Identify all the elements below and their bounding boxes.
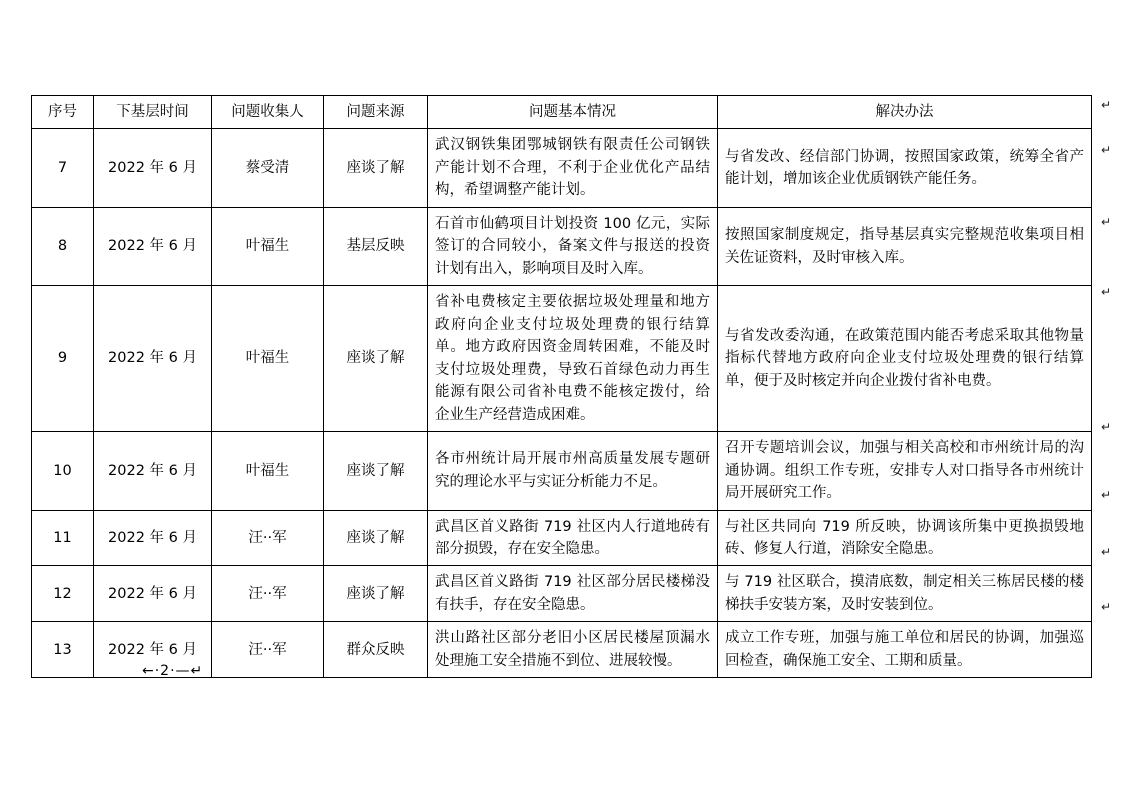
issues-table — [31, 95, 1092, 678]
cell-description: 武昌区首义路街 719 社区部分居民楼梯没有扶手，存在安全隐患。 — [428, 566, 718, 622]
table-body — [32, 129, 1092, 678]
cell-source: 座谈了解 — [324, 129, 428, 207]
paragraph-mark: ↵ — [1100, 545, 1111, 559]
cell-seq: 7 — [32, 129, 94, 207]
cell-time: 2022 年 6 月 — [94, 207, 212, 285]
cell-collector: 叶福生 — [212, 286, 324, 432]
cell-description: 省补电费核定主要依据垃圾处理量和地方政府向企业支付垃圾处理费的银行结算单。地方政府因资金周转困难，不能及时支付垃圾处理费，导致石首绿色动力再生能源有限公司省补电费不能核定拨付，给企业生产经营造成困难。 — [428, 286, 718, 432]
cell-collector: 叶福生 — [212, 432, 324, 510]
cell-collector: 蔡受清 — [212, 129, 324, 207]
cell-time: 2022 年 6 月 — [94, 566, 212, 622]
paragraph-mark: ↵ — [1100, 488, 1111, 502]
table-row — [32, 129, 1092, 207]
cell-collector: 汪··军 — [212, 566, 324, 622]
table-header — [32, 96, 1092, 129]
cell-solution: 按照国家制度规定，指导基层真实完整规范收集项目相关佐证资料，及时审核入库。 — [718, 207, 1092, 285]
table-row — [32, 510, 1092, 566]
cell-seq: 13 — [32, 622, 94, 678]
cell-source: 基层反映 — [324, 207, 428, 285]
cell-description: 石首市仙鹤项目计划投资 100 亿元，实际签订的合同较小，备案文件与报送的投资计划有出入，影响项目及时入库。 — [428, 207, 718, 285]
cell-seq: 8 — [32, 207, 94, 285]
table-row — [32, 207, 1092, 285]
column-header-description: 问题基本情况 — [428, 96, 718, 129]
cell-description: 洪山路社区部分老旧小区居民楼屋顶漏水处理施工安全措施不到位、进展较慢。 — [428, 622, 718, 678]
cell-solution: 与省发改委沟通，在政策范围内能否考虑采取其他物量指标代替地方政府向企业支付垃圾处理费的银行结算单，便于及时核定并向企业拨付省补电费。 — [718, 286, 1092, 432]
table-header-row — [32, 96, 1092, 129]
paragraph-mark: ↵ — [1100, 600, 1111, 614]
table-row — [32, 286, 1092, 432]
paragraph-mark: ↵ — [1100, 420, 1111, 434]
table-row — [32, 566, 1092, 622]
column-header-source: 问题来源 — [324, 96, 428, 129]
cell-description: 各市州统计局开展市州高质量发展专题研究的理论水平与实证分析能力不足。 — [428, 432, 718, 510]
cell-source: 座谈了解 — [324, 510, 428, 566]
column-header-solution: 解决办法 — [718, 96, 1092, 129]
column-header-time: 下基层时间 — [94, 96, 212, 129]
cell-time: 2022 年 6 月 — [94, 432, 212, 510]
page-footer-mark: ←·2·—↵ — [142, 663, 204, 679]
cell-seq: 12 — [32, 566, 94, 622]
cell-solution: 与社区共同向 719 所反映，协调该所集中更换损毁地砖、修复人行道，消除安全隐患。 — [718, 510, 1092, 566]
cell-seq: 10 — [32, 432, 94, 510]
cell-time: 2022 年 6 月 — [94, 510, 212, 566]
column-header-collector: 问题收集人 — [212, 96, 324, 129]
table-row — [32, 432, 1092, 510]
column-header-seq: 序号 — [32, 96, 94, 129]
cell-time: 2022 年 6 月 — [94, 129, 212, 207]
paragraph-mark: ↵ — [1100, 285, 1111, 299]
cell-source: 群众反映 — [324, 622, 428, 678]
cell-collector: 汪··军 — [212, 510, 324, 566]
cell-description: 武昌区首义路街 719 社区内人行道地砖有部分损毁，存在安全隐患。 — [428, 510, 718, 566]
cell-collector: 汪··军 — [212, 622, 324, 678]
cell-seq: 9 — [32, 286, 94, 432]
cell-solution: 召开专题培训会议，加强与相关高校和市州统计局的沟通协调。组织工作专班，安排专人对口指导各市州统计局开展研究工作。 — [718, 432, 1092, 510]
cell-solution: 与省发改、经信部门协调，按照国家政策，统筹全省产能计划，增加该企业优质钢铁产能任务。 — [718, 129, 1092, 207]
cell-description: 武汉钢铁集团鄂城钢铁有限责任公司钢铁产能计划不合理，不利于企业优化产品结构，希望调整产能计划。 — [428, 129, 718, 207]
cell-source: 座谈了解 — [324, 286, 428, 432]
paragraph-mark: ↵ — [1100, 215, 1111, 229]
cell-seq: 11 — [32, 510, 94, 566]
paragraph-mark: ↵ — [1100, 143, 1111, 157]
cell-source: 座谈了解 — [324, 432, 428, 510]
cell-collector: 叶福生 — [212, 207, 324, 285]
paragraph-mark: ↵ — [1100, 98, 1111, 112]
cell-solution: 成立工作专班，加强与施工单位和居民的协调，加强巡回检查，确保施工安全、工期和质量。 — [718, 622, 1092, 678]
cell-time: 2022 年 6 月 — [94, 622, 212, 678]
cell-time: 2022 年 6 月 — [94, 286, 212, 432]
cell-solution: 与 719 社区联合，摸清底数，制定相关三栋居民楼的楼梯扶手安装方案，及时安装到位。 — [718, 566, 1092, 622]
cell-source: 座谈了解 — [324, 566, 428, 622]
